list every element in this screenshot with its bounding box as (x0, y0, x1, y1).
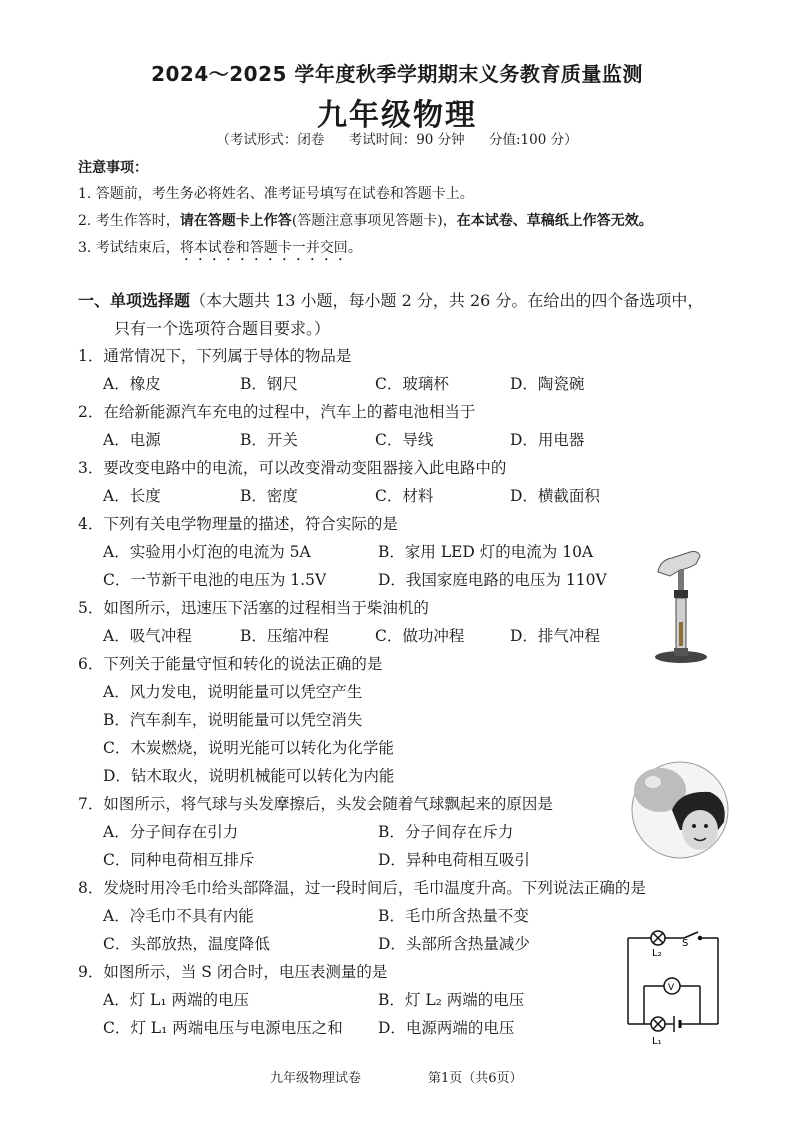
question-2-option-a: A．电源 (103, 431, 161, 449)
question-9-option-c: C．灯 L₁ 两端电压与电源电压之和 (103, 1019, 343, 1037)
section-heading (78, 287, 728, 343)
question-3-option-d: D．横截面积 (510, 487, 600, 505)
question-9-option-d: D．电源两端的电压 (378, 1019, 515, 1037)
question-4-option-d: D．我国家庭电路的电压为 110V (378, 571, 607, 589)
question-1-option-d: D．陶瓷碗 (510, 375, 585, 393)
exam-info (0, 128, 794, 148)
question-6-stem: 6．下列关于能量守恒和转化的说法正确的是 (78, 655, 383, 673)
question-7-option-a: A．分子间存在引力 (103, 823, 239, 841)
notice-item-3-end: 。 (347, 240, 362, 256)
circuit-label-l1: L₁ (652, 1036, 662, 1047)
question-3-option-a: A．长度 (103, 487, 161, 505)
question-8-option-c: C．头部放热，温度降低 (103, 935, 270, 953)
subject-title: 九年级物理 (317, 98, 477, 133)
question-2-option-c: C．导线 (375, 431, 434, 449)
notice-item-3-pre: 3. 考试结束后， (78, 240, 180, 256)
question-3-option-b: B．密度 (240, 487, 298, 505)
question-4-option-b: B．家用 LED 灯的电流为 10A (378, 543, 594, 561)
piston-apparatus-figure (650, 542, 720, 667)
question-7-stem: 7．如图所示，将气球与头发摩擦后，头发会随着气球飘起来的原因是 (78, 795, 553, 813)
question-7-option-b: B．分子间存在斥力 (378, 823, 514, 841)
question-6-option-c: C．木炭燃烧，说明光能可以转化为化学能 (103, 739, 394, 757)
notice-item-2-bold1: 请在答题卡上作答 (179, 213, 292, 229)
question-1-stem: 1．通常情况下，下列属于导体的物品是 (78, 347, 352, 365)
notice-item-3-dots: 将本试卷和答题卡一并交回 (179, 240, 348, 256)
exam-form: （考试形式：闭卷 (216, 132, 325, 148)
question-4-option-c: C．一节新干电池的电压为 1.5V (103, 571, 327, 589)
section-desc-1: （本大题共 13 小题，每小题 2 分，共 26 分。在给出的四个备选项中， (190, 291, 704, 310)
notice-item-3 (78, 237, 362, 264)
circuit-diagram (618, 922, 728, 1052)
question-1-option-a: A．橡皮 (103, 375, 161, 393)
question-8-option-b: B．毛巾所含热量不变 (378, 907, 529, 925)
question-8-option-d: D．头部所含热量减少 (378, 935, 530, 953)
question-5-option-a: A．吸气冲程 (103, 627, 192, 645)
question-6-option-d: D．钻木取火，说明机械能可以转化为内能 (103, 767, 395, 785)
question-7-option-c: C．同种电荷相互排斥 (103, 851, 255, 869)
question-3-stem: 3．要改变电路中的电流，可以改变滑动变阻器接入此电路中的 (78, 459, 507, 477)
question-8-stem: 8．发烧时用冷毛巾给头部降温，过一段时间后，毛巾温度升高。下列说法正确的是 (78, 879, 646, 897)
notice-item-2 (78, 210, 653, 230)
notice-item-1: 1. 答题前，考生务必将姓名、准考证号填写在试卷和答题卡上。 (78, 186, 474, 202)
exam-time: 考试时间：90 分钟 (348, 132, 465, 148)
exam-title: 2024～2025 学年度秋季学期期末义务教育质量监测 (151, 62, 643, 86)
question-4-stem: 4．下列有关电学物理量的描述，符合实际的是 (78, 515, 398, 533)
balloon-hair-figure (620, 760, 740, 860)
question-2-option-b: B．开关 (240, 431, 298, 449)
circuit-label-s: S (682, 938, 689, 949)
question-1-option-c: C．玻璃杯 (375, 375, 449, 393)
question-2-stem: 2．在给新能源汽车充电的过程中，汽车上的蓄电池相当于 (78, 403, 476, 421)
question-5-option-c: C．做功冲程 (375, 627, 465, 645)
footer-paper-name: 九年级物理试卷 (270, 1071, 362, 1086)
question-2-option-d: D．用电器 (510, 431, 585, 449)
question-8-option-a: A．冷毛巾不具有内能 (103, 907, 254, 925)
question-4-option-a: A．实验用小灯泡的电流为 5A (103, 543, 311, 561)
section-lead: 一、单项选择题 (78, 291, 191, 310)
circuit-label-v: V (668, 983, 675, 993)
question-9-option-a: A．灯 L₁ 两端的电压 (103, 991, 250, 1009)
question-3-option-c: C．材料 (375, 487, 434, 505)
question-1-option-b: B．钢尺 (240, 375, 298, 393)
question-5-option-b: B．压缩冲程 (240, 627, 329, 645)
notice-item-2-mid: (答题注意事项见答题卡)， (291, 213, 457, 229)
section-desc-2: 只有一个选项符合题目要求。） (114, 319, 331, 338)
notice-item-2-pre: 2. 考生作答时， (78, 213, 180, 229)
question-6-option-b: B．汽车刹车，说明能量可以凭空消失 (103, 711, 363, 729)
question-5-stem: 5．如图所示，迅速压下活塞的过程相当于柴油机的 (78, 599, 429, 617)
question-5-option-d: D．排气冲程 (510, 627, 600, 645)
question-6-option-a: A．风力发电，说明能量可以凭空产生 (103, 683, 363, 701)
notice-item-2-bold2: 在本试卷、草稿纸上作答无效。 (456, 213, 653, 229)
exam-score: 分值:100 分） (488, 132, 578, 148)
question-9-option-b: B．灯 L₂ 两端的电压 (378, 991, 525, 1009)
question-7-option-d: D．异种电荷相互吸引 (378, 851, 530, 869)
footer-page-number: 第1页（共6页） (428, 1071, 523, 1086)
question-9-stem: 9．如图所示，当 S 闭合时，电压表测量的是 (78, 963, 388, 981)
circuit-label-l2: L₂ (652, 948, 662, 959)
notice-heading: 注意事项： (78, 160, 148, 176)
